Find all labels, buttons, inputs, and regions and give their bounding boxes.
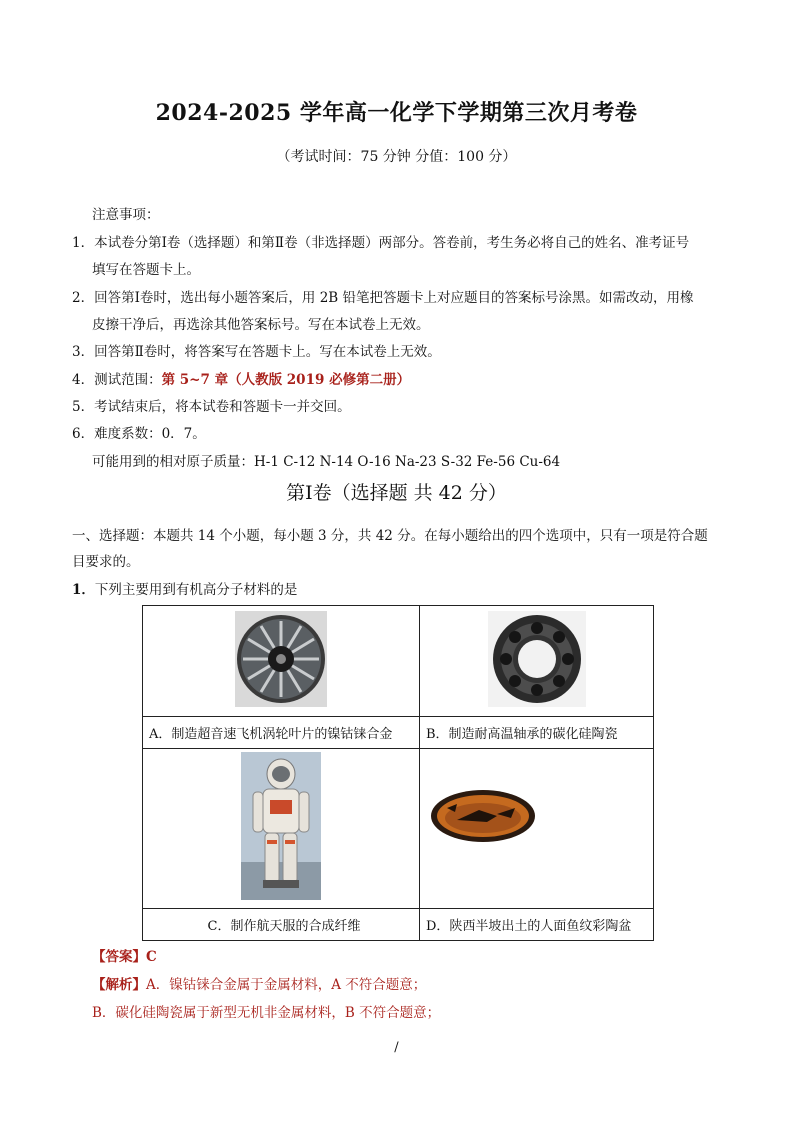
note-number: 4．	[72, 372, 95, 388]
note-1-cont: 填写在答题卡上。	[92, 262, 200, 278]
note-text: 本试卷分第Ⅰ卷（选择题）和第Ⅱ卷（非选择题）两部分。答卷前，考生务必将自己的姓名、准考证号	[94, 235, 690, 251]
options-table	[142, 605, 654, 941]
question-text: 下列主要用到有机高分子材料的是	[94, 582, 298, 598]
page-number: /	[394, 1040, 399, 1055]
answer-value: C	[146, 949, 157, 965]
turbine-icon	[235, 611, 327, 707]
notes-heading: 注意事项：	[92, 207, 160, 223]
note-number: 6．	[72, 426, 95, 442]
bearing-icon	[488, 611, 586, 707]
note-2-cont: 皮擦干净后，再选涂其他答案标号。写在本试卷上无效。	[92, 317, 430, 333]
section-intro: 一、选择题：本题共 14 个小题，每小题 3 分，共 42 分。在每小题给出的四个选项中，只有一项是符合题	[72, 528, 708, 544]
exam-subtitle: （考试时间：75 分钟 分值：100 分）	[276, 149, 517, 165]
answer	[92, 945, 157, 965]
note-number: 5．	[72, 399, 95, 415]
question-number: 1．	[72, 582, 95, 598]
option-c-image-cell	[143, 749, 420, 908]
atomic-masses: 可能用到的相对原子质量：H-1 C-12 N-14 O-16 Na-23 S-32 Fe-56 Cu-64	[92, 454, 561, 470]
spacesuit-icon	[241, 752, 321, 900]
note-text: 回答第Ⅰ卷时，选出每小题答案后，用 2B 铅笔把答题卡上对应题目的答案标号涂黑。如需改动，用橡	[94, 290, 694, 306]
note-number: 1．	[72, 235, 95, 251]
painted-pottery-basin-icon	[427, 786, 647, 866]
option-d-image-cell	[420, 749, 654, 908]
option-d[interactable]: D．陕西半坡出土的人面鱼纹彩陶盆	[420, 908, 654, 941]
note-number: 2．	[72, 290, 95, 306]
note-2	[72, 286, 694, 306]
section-intro-cont: 目要求的。	[72, 554, 140, 570]
note-3	[72, 340, 441, 360]
analysis-a-text: A．镍钴铼合金属于金属材料，A 不符合题意；	[146, 977, 427, 993]
option-b[interactable]: B．制造耐高温轴承的碳化硅陶瓷	[420, 716, 654, 748]
note-6	[72, 422, 206, 442]
option-c[interactable]: C．制作航天服的合成纤维	[143, 908, 420, 941]
note-4	[72, 368, 410, 388]
question-1-stem	[72, 578, 297, 598]
analysis-b: B．碳化硅陶瓷属于新型无机非金属材料，B 不符合题意；	[92, 1005, 441, 1021]
note-text: 回答第Ⅱ卷时，将答案写在答题卡上。写在本试卷上无效。	[94, 344, 441, 360]
answer-label: 【答案】	[92, 949, 146, 965]
note-text: 测试范围：	[94, 372, 162, 388]
note-1	[72, 231, 689, 251]
section-heading: 第Ⅰ卷（选择题 共 42 分）	[286, 482, 507, 504]
option-b-image-cell	[420, 606, 654, 717]
note-text: 考试结束后，将本试卷和答题卡一并交回。	[94, 399, 351, 415]
note-number: 3．	[72, 344, 95, 360]
option-a[interactable]: A．制造超音速飞机涡轮叶片的镍钴铼合金	[143, 716, 420, 748]
test-scope: 第 5~7 章（人教版 2019 必修第二册）	[161, 372, 411, 388]
analysis-a	[92, 973, 426, 993]
option-a-image-cell	[143, 606, 420, 717]
note-5	[72, 395, 351, 415]
exam-title: 2024-2025 学年高一化学下学期第三次月考卷	[155, 100, 638, 126]
analysis-label: 【解析】	[92, 977, 146, 993]
note-text: 难度系数：0．7。	[94, 426, 206, 442]
